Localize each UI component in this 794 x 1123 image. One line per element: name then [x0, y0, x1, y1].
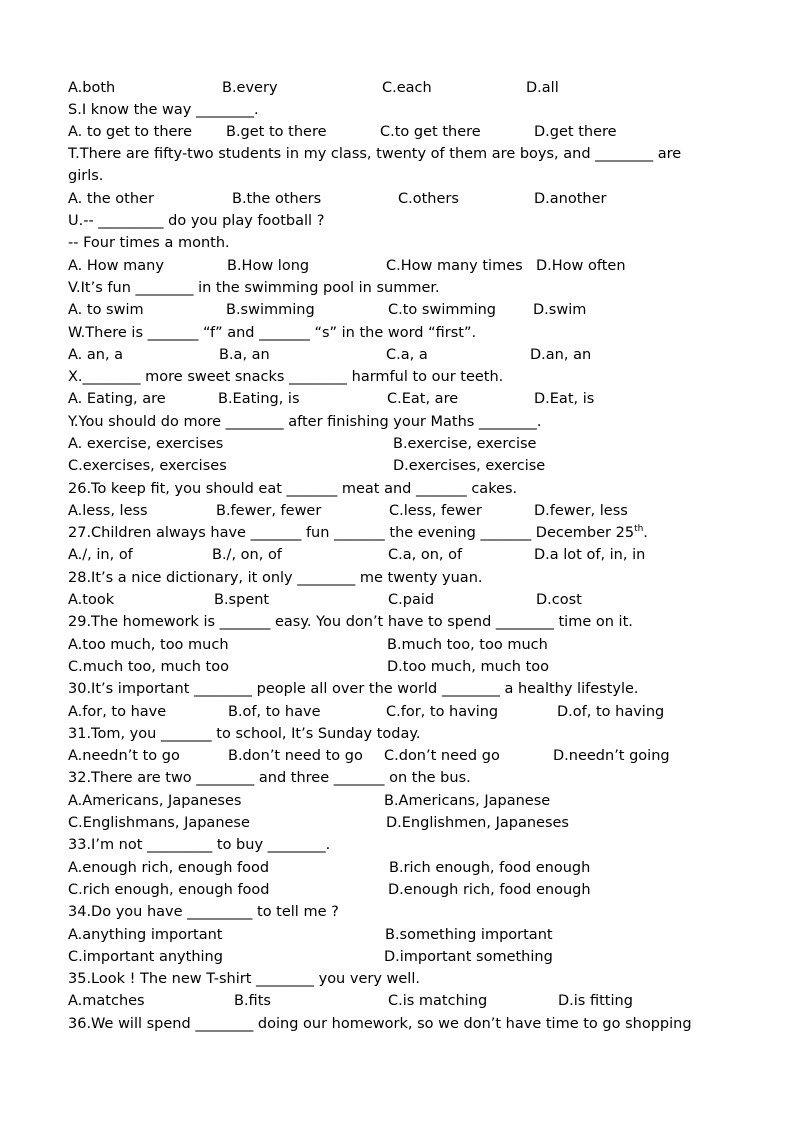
answer-option: A. Eating, are — [68, 391, 166, 407]
answer-option: D.important something — [384, 949, 553, 965]
answer-option: C.a, on, of — [388, 547, 463, 563]
answer-option: B.Eating, is — [218, 391, 300, 407]
answer-option: A. exercise, exercises — [68, 436, 224, 452]
answer-option: D.is fitting — [558, 993, 633, 1009]
answer-option: C.to get there — [380, 124, 481, 140]
question-text: W.There is _______ “f” and _______ “s” in the word “first”. — [68, 325, 477, 341]
answer-option: A. an, a — [68, 347, 124, 363]
answer-option: C.Englishmans, Japanese — [68, 815, 250, 831]
answer-option: B.the others — [232, 191, 322, 207]
answer-option: C.exercises, exercises — [68, 458, 227, 474]
answer-option: B.swimming — [226, 302, 315, 318]
question-text: Y.You should do more ________ after finishing your Maths ________. — [68, 414, 542, 430]
question-text: 30.It’s important ________ people all over the world ________ a healthy lifestyle. — [68, 681, 639, 697]
question-text: 33.I’m not _________ to buy ________. — [68, 837, 331, 853]
answer-option: A.too much, too much — [68, 637, 229, 653]
answer-option: D.an, an — [530, 347, 592, 363]
answer-option: C.don’t need go — [384, 748, 500, 764]
answer-option: C.less, fewer — [389, 503, 482, 519]
answer-option: D.enough rich, food enough — [388, 882, 591, 898]
answer-option: C.much too, much too — [68, 659, 229, 675]
question-text: 28.It’s a nice dictionary, it only ________ me twenty yuan. — [68, 570, 483, 586]
answer-option: C.for, to having — [386, 704, 499, 720]
answer-option: D.needn’t going — [553, 748, 670, 764]
answer-option: C.to swimming — [388, 302, 497, 318]
answer-option: A.needn’t to go — [68, 748, 180, 764]
answer-option: A. How many — [68, 258, 164, 274]
answer-option: C.important anything — [68, 949, 223, 965]
question-text: U.-- _________ do you play football ? — [68, 213, 325, 229]
question-text: 29.The homework is _______ easy. You don’t have to spend ________ time on it. — [68, 614, 633, 630]
answer-option: B.much too, too much — [387, 637, 548, 653]
answer-option: D.swim — [533, 302, 587, 318]
answer-option: D.too much, much too — [387, 659, 550, 675]
answer-option: D.of, to having — [557, 704, 665, 720]
answer-option: D.get there — [534, 124, 617, 140]
answer-option: B.spent — [214, 592, 270, 608]
answer-option: B.every — [222, 80, 278, 96]
answer-option: A.anything important — [68, 927, 223, 943]
question-text: 34.Do you have _________ to tell me ? — [68, 904, 339, 920]
question-text: girls. — [68, 168, 104, 184]
answer-option: D.fewer, less — [534, 503, 628, 519]
answer-option: A.took — [68, 592, 115, 608]
answer-option: A.less, less — [68, 503, 148, 519]
answer-option: C.How many times — [386, 258, 523, 274]
question-text: X.________ more sweet snacks ________ harmful to our teeth. — [68, 369, 504, 385]
answer-option: B.get to there — [226, 124, 327, 140]
question-text: 27.Children always have _______ fun _______ the evening _______ December 25th. — [68, 524, 648, 541]
answer-option: A. to swim — [68, 302, 144, 318]
answer-option: D.a lot of, in, in — [534, 547, 646, 563]
answer-option: B./, on, of — [212, 547, 282, 563]
answer-option: D.another — [534, 191, 607, 207]
question-text: 31.Tom, you _______ to school, It’s Sunday today. — [68, 726, 421, 742]
answer-option: B.How long — [227, 258, 310, 274]
question-text: 35.Look ! The new T-shirt ________ you very well. — [68, 971, 420, 987]
answer-option: D.cost — [536, 592, 582, 608]
answer-option: A.matches — [68, 993, 145, 1009]
answer-option: B.fits — [234, 993, 271, 1009]
answer-option: C.each — [382, 80, 432, 96]
answer-option: C.is matching — [388, 993, 488, 1009]
answer-option: D.all — [526, 80, 559, 96]
superscript: th — [634, 524, 644, 535]
answer-option: B.exercise, exercise — [393, 436, 537, 452]
answer-option: C.others — [398, 191, 459, 207]
answer-option: A.for, to have — [68, 704, 167, 720]
answer-option: B.fewer, fewer — [216, 503, 322, 519]
answer-option: B.rich enough, food enough — [389, 860, 591, 876]
answer-option: D.Englishmen, Japaneses — [386, 815, 569, 831]
question-text: -- Four times a month. — [68, 235, 230, 251]
answer-option: A.both — [68, 80, 116, 96]
answer-option: B.a, an — [219, 347, 270, 363]
answer-option: D.Eat, is — [534, 391, 595, 407]
question-text: T.There are fifty-two students in my class, twenty of them are boys, and ________ are — [68, 146, 682, 162]
answer-option: A.Americans, Japaneses — [68, 793, 242, 809]
answer-option: D.exercises, exercise — [393, 458, 546, 474]
question-text: S.I know the way ________. — [68, 102, 259, 118]
answer-option: A./, in, of — [68, 547, 133, 563]
answer-option: B.don’t need to go — [228, 748, 363, 764]
answer-option: B.Americans, Japanese — [384, 793, 551, 809]
question-text: 36.We will spend ________ doing our homework, so we don’t have time to go shopping — [68, 1016, 692, 1032]
question-text: V.It’s fun ________ in the swimming pool in summer. — [68, 280, 440, 296]
question-text: 32.There are two ________ and three _______ on the bus. — [68, 770, 471, 786]
answer-option: A. the other — [68, 191, 154, 207]
answer-option: B.of, to have — [228, 704, 321, 720]
answer-option: B.something important — [385, 927, 553, 943]
answer-option: D.How often — [536, 258, 626, 274]
answer-option: C.Eat, are — [387, 391, 459, 407]
answer-option: C.a, a — [386, 347, 428, 363]
answer-option: A.enough rich, enough food — [68, 860, 270, 876]
answer-option: C.rich enough, enough food — [68, 882, 270, 898]
question-text: 26.To keep fit, you should eat _______ meat and _______ cakes. — [68, 481, 518, 497]
answer-option: A. to get to there — [68, 124, 192, 140]
answer-option: C.paid — [388, 592, 435, 608]
